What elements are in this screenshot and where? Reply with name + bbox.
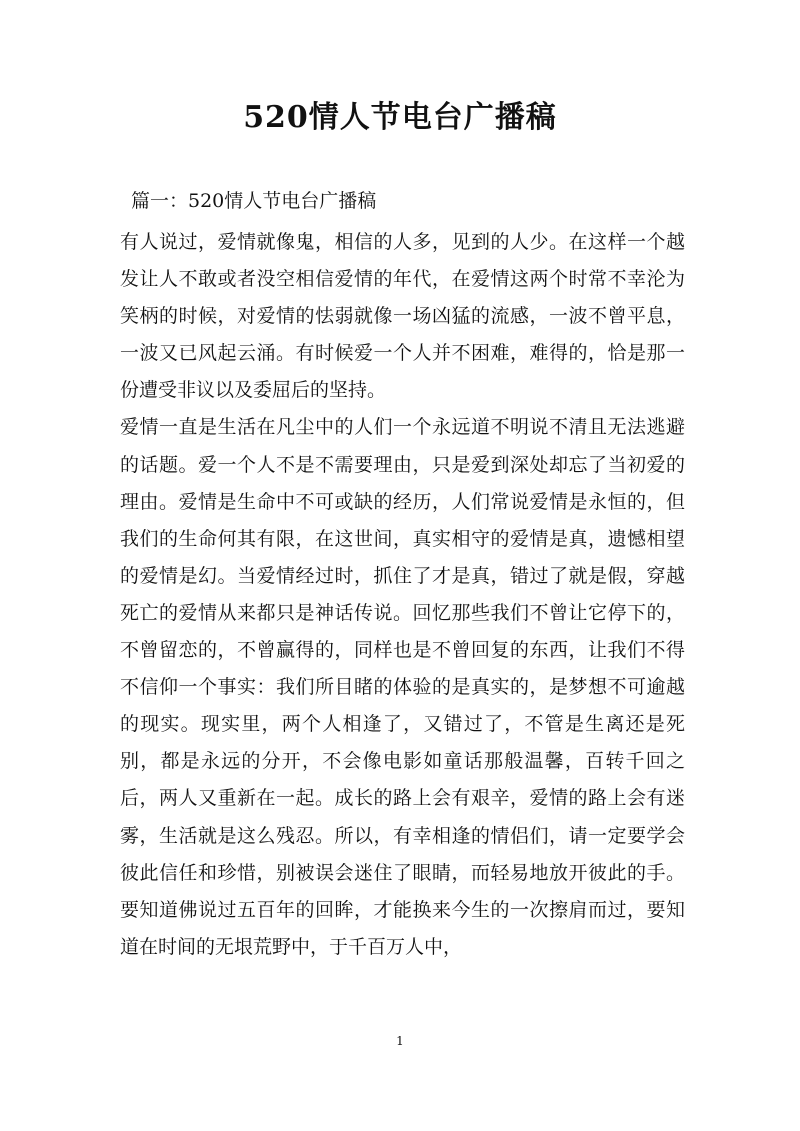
page-number: 1 bbox=[396, 1034, 404, 1048]
section-heading: 篇一：520情人节电台广播稿 bbox=[131, 190, 377, 212]
paragraph-2: 爱情一直是生活在凡尘中的人们一个永远道不明说不清且无法逃避的话题。爱一个人不是不需要理由，只是爱到深处却忘了当初爱的理由。爱情是生命中不可或缺的经历，人们常说爱情是永恒的，但我们的生命何其有限，在这世间，真实相守的爱情是真，遗憾相望的爱情是幻。当爱情经过时，抓住了才是真，错过了就是假，穿越死亡的爱情从来都只是神话传说。回忆那些我们不曾让它停下的，不曾留恋的，不曾赢得的，同样也是不曾回复的东西，让我们不得不信仰一个事实：我们所目睹的体验的是真实的，是梦想不可逾越的现实。现实里，两个人相逢了，又错过了，不管是生离还是死别，都是永远的分开，不会像电影如童话那般温馨，百转千回之后，两人又重新在一起。成长的路上会有艰辛，爱情的路上会有迷雾，生活就是这么残忍。所以，有幸相逢的情侣们，请一定要学会彼此信任和珍惜，别被误会迷住了眼睛，而轻易地放开彼此的手。要知道佛说过五百年的回眸，才能换来今生的一次擦肩而过，要知道在时间的无垠荒野中，于千百万人中， bbox=[120, 416, 685, 958]
page-title: 520情人节电台广播稿 bbox=[243, 100, 557, 135]
paragraph-1: 有人说过，爱情就像鬼，相信的人多，见到的人少。在这样一个越发让人不敢或者没空相信爱情的年代，在爱情这两个时常不幸沦为笑柄的时候，对爱情的怯弱就像一场凶猛的流感，一波不曾平息，一波又已风起云涌。有时候爱一个人并不困难，难得的，恰是那一份遭受非议以及委屈后的坚持。 bbox=[120, 231, 685, 402]
body-text bbox=[120, 224, 685, 966]
